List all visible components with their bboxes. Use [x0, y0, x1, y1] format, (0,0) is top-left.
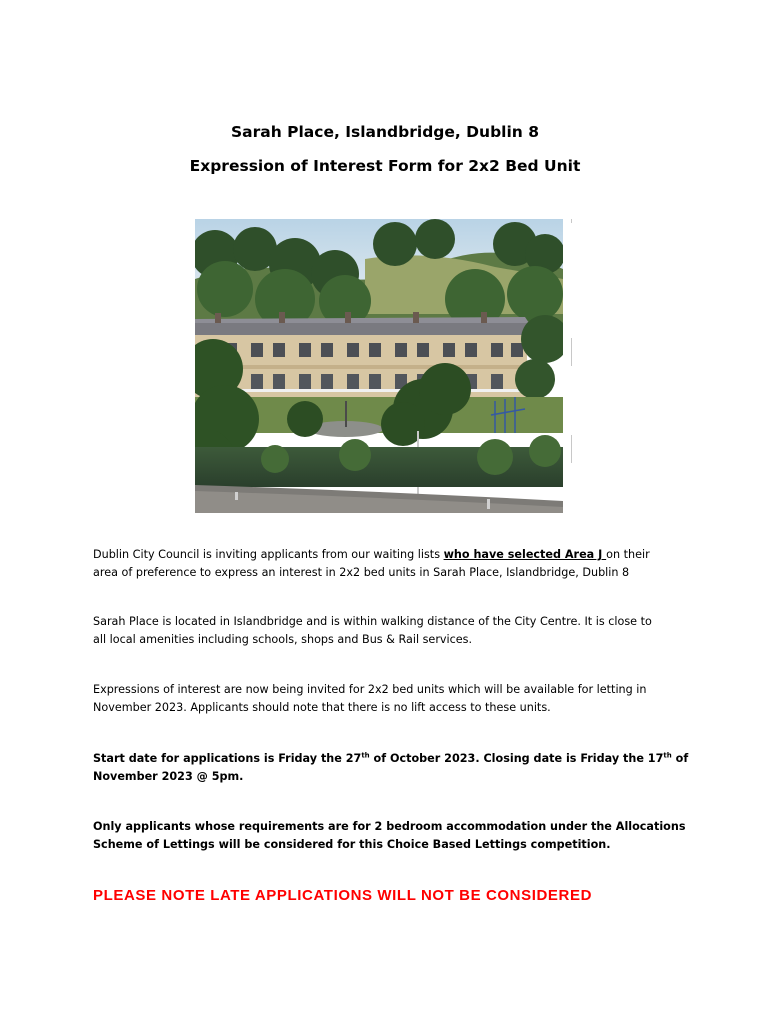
image-edge-mark	[571, 435, 572, 463]
availability-paragraph	[93, 681, 693, 717]
image-edge-mark	[571, 338, 572, 366]
ordinal-suffix: th	[663, 751, 672, 760]
image-edge-mark	[571, 219, 572, 223]
intro-paragraph	[93, 546, 693, 582]
location-line2: all local amenities including schools, shops and Bus & Rail services.	[93, 633, 473, 646]
area-j-emphasis: who have selected Area J	[443, 548, 607, 561]
late-applications-notice: PLEASE NOTE LATE APPLICATIONS WILL NOT BE CONSIDERED	[93, 887, 592, 904]
location-paragraph	[93, 613, 693, 649]
availability-line2: November 2023. Applicants should note that there is no lift access to these units.	[93, 701, 551, 714]
intro-text-line2: area of preference to express an interest in 2x2 bed units in Sarah Place, Islandbridge, Dublin 8	[93, 566, 630, 579]
closing-date-text: of October 2023. Closing date is Friday the 17	[369, 752, 664, 765]
availability-line1: Expressions of interest are now being invited for 2x2 bed units which will be available for letting in	[93, 683, 647, 696]
intro-text-cont: on their	[606, 548, 650, 561]
eligibility-line2: Scheme of Lettings will be considered for this Choice Based Lettings competition.	[93, 838, 611, 851]
intro-text: Dublin City Council is inviting applicants from our waiting lists	[93, 548, 444, 561]
eligibility-paragraph	[93, 818, 693, 854]
eligibility-line1: Only applicants whose requirements are for 2 bedroom accommodation under the Allocations	[93, 820, 686, 833]
document-title: Sarah Place, Islandbridge, Dublin 8	[230, 123, 540, 141]
dates-text-cont: of	[671, 752, 689, 765]
dates-paragraph	[93, 750, 693, 786]
ordinal-suffix: th	[361, 751, 370, 760]
location-line1: Sarah Place is located in Islandbridge and is within walking distance of the City Centre. It is close to	[93, 615, 652, 628]
photo-sarah-place	[195, 219, 563, 513]
dates-line2: November 2023 @ 5pm.	[93, 770, 244, 783]
start-date-text: Start date for applications is Friday the 27	[93, 752, 362, 765]
document-subtitle: Expression of Interest Form for 2x2 Bed Unit	[189, 157, 581, 175]
